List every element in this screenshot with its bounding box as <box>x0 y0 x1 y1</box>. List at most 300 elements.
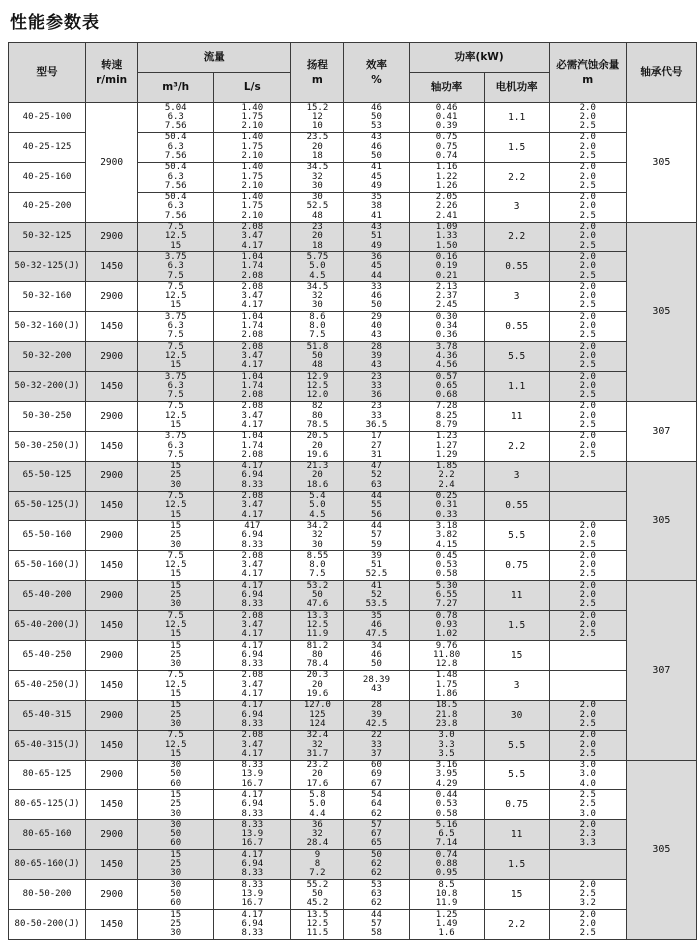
cell-line: 4.17 <box>241 360 264 371</box>
cell-line: 3.47 <box>241 679 264 690</box>
cell-line: 4.17 <box>241 420 264 430</box>
cell-line: 32.4 <box>306 730 329 741</box>
table-row <box>9 790 697 820</box>
cell-line: 50 <box>170 888 182 899</box>
cell-line: 2.0 <box>579 162 596 173</box>
cell-line: 0.16 <box>435 251 458 262</box>
cell-line: 52 <box>371 470 382 481</box>
flow-m3h-cell <box>138 312 214 342</box>
cell-line: 3.47 <box>241 291 264 302</box>
cell-line: 47 <box>371 461 382 472</box>
cell-line: 2.0 <box>579 171 596 182</box>
cell-line: 50.4 <box>164 192 187 203</box>
cell-line: 60 <box>170 898 182 909</box>
model-cell: 65-40-200(J) <box>9 611 86 641</box>
efficiency-cell <box>344 521 409 551</box>
npsh-cell <box>549 252 626 282</box>
cell-line: 59 <box>371 539 382 550</box>
cell-line: 2.0 <box>579 700 596 711</box>
cell-line: 25 <box>170 918 182 929</box>
flow-ls-cell <box>214 611 291 641</box>
cell-line: 2.5 <box>579 569 596 580</box>
cell-line: 69 <box>371 769 382 780</box>
cell-line: 1.49 <box>435 918 458 929</box>
table-row <box>9 551 697 581</box>
motor-power-cell: 1.5 <box>484 850 549 880</box>
cell-line: 3.2 <box>579 898 596 909</box>
cell-line: 12.5 <box>306 380 329 391</box>
cell-line: 1.04 <box>241 371 264 382</box>
cell-line: 12.5 <box>306 619 329 630</box>
shaft-power-cell <box>409 790 484 820</box>
cell-line: 8.33 <box>241 659 264 670</box>
cell-line: 67 <box>371 829 382 840</box>
flow-m3h-cell <box>138 581 214 611</box>
cell-line: 4.17 <box>241 300 264 311</box>
cell-line: 2.0 <box>579 281 596 292</box>
cell-line: 1.04 <box>241 251 264 262</box>
cell-line: 2.0 <box>579 401 596 412</box>
head-cell <box>291 342 344 372</box>
cell-line: 8.33 <box>241 599 264 610</box>
cell-line: 50.4 <box>164 132 187 143</box>
cell-line: 40 <box>371 321 382 332</box>
cell-line: 17 <box>371 431 382 442</box>
cell-line: 2.5 <box>579 799 596 810</box>
cell-line: 4.17 <box>241 580 264 591</box>
cell-line: 7.5 <box>309 569 326 580</box>
cell-line: 13.3 <box>306 610 329 621</box>
efficiency-cell <box>344 611 409 641</box>
head-cell <box>291 700 344 730</box>
speed-cell: 1450 <box>86 372 138 402</box>
cell-line: 0.33 <box>435 509 458 520</box>
flow-m3h-cell <box>138 222 214 252</box>
cell-line: 80 <box>311 410 323 421</box>
cell-line: 8.0 <box>309 321 326 332</box>
model-cell: 50-32-125(J) <box>9 252 86 282</box>
flow-ls-cell <box>214 730 291 760</box>
npsh-cell <box>549 850 626 880</box>
table-body <box>9 103 697 940</box>
cell-line: 15.2 <box>306 102 329 113</box>
header-flow-ls: L/s <box>214 73 291 103</box>
cell-line: 25 <box>170 530 182 541</box>
cell-line: 1.75 <box>241 201 264 212</box>
cell-line: 3.47 <box>241 619 264 630</box>
flow-m3h-cell <box>138 820 214 850</box>
cell-line: 20 <box>311 440 323 451</box>
flow-ls-cell <box>214 252 291 282</box>
cell-line: 42.5 <box>365 718 388 729</box>
shaft-power-cell <box>409 132 484 162</box>
cell-line: 2.5 <box>579 300 596 311</box>
cell-line: 3.3 <box>438 739 455 750</box>
cell-line: 7.5 <box>167 281 184 292</box>
flow-ls-cell <box>214 700 291 730</box>
npsh-cell <box>549 820 626 850</box>
cell-line: 7.5 <box>167 610 184 621</box>
cell-line: 2.0 <box>579 231 596 242</box>
head-cell <box>291 641 344 671</box>
head-cell <box>291 282 344 312</box>
cell-line: 20 <box>311 470 323 481</box>
shaft-power-cell <box>409 730 484 760</box>
cell-line: 15 <box>170 240 182 251</box>
cell-line: 34.5 <box>306 162 329 173</box>
model-cell: 65-40-250(J) <box>9 670 86 700</box>
speed-cell: 2900 <box>86 581 138 611</box>
cell-line: 2.0 <box>579 201 596 212</box>
cell-line: 44 <box>371 520 382 531</box>
table-row <box>9 282 697 312</box>
motor-power-cell: 5.5 <box>484 760 549 790</box>
table-row <box>9 820 697 850</box>
cell-line: 9 <box>314 849 321 860</box>
cell-line: 11.80 <box>433 649 461 660</box>
motor-power-cell: 1.1 <box>484 103 549 133</box>
cell-line: 50 <box>371 659 382 670</box>
shaft-power-cell <box>409 491 484 521</box>
cell-line: 3.75 <box>164 311 187 322</box>
cell-line: 2.5 <box>579 121 596 132</box>
cell-line: 54 <box>371 789 382 800</box>
header-speed-label: 转速 <box>101 59 123 72</box>
cell-line: 2.0 <box>579 730 596 741</box>
cell-line: 23 <box>311 222 323 233</box>
motor-power-cell: 0.55 <box>484 252 549 282</box>
cell-line: 32 <box>311 829 323 840</box>
cell-line: 5.4 <box>309 491 326 502</box>
cell-line: 7.5 <box>167 449 184 460</box>
cell-line: 2.08 <box>241 491 264 502</box>
shaft-power-cell <box>409 910 484 940</box>
cell-line: 1.74 <box>241 261 264 272</box>
speed-cell: 1450 <box>86 491 138 521</box>
cell-line: 43 <box>371 360 382 371</box>
cell-line: 2.0 <box>579 251 596 262</box>
cell-line: 58 <box>371 928 382 939</box>
efficiency-cell <box>344 850 409 880</box>
cell-line: 48 <box>311 360 323 371</box>
cell-line: 30 <box>170 868 182 879</box>
cell-line: 9.76 <box>435 640 458 651</box>
speed-cell: 1450 <box>86 551 138 581</box>
cell-line: 3.75 <box>164 371 187 382</box>
cell-line: 0.34 <box>435 321 458 332</box>
speed-cell: 2900 <box>86 700 138 730</box>
cell-line: 4.17 <box>241 748 264 759</box>
head-cell <box>291 790 344 820</box>
cell-line: 4.17 <box>241 640 264 651</box>
table-row <box>9 103 697 133</box>
cell-line: 2.5 <box>579 888 596 899</box>
shaft-power-cell <box>409 641 484 671</box>
cell-line: 0.44 <box>435 789 458 800</box>
cell-line: 1.04 <box>241 311 264 322</box>
model-cell: 80-65-125(J) <box>9 790 86 820</box>
cell-line: 7.5 <box>167 390 184 401</box>
flow-m3h-cell <box>138 880 214 910</box>
shaft-power-cell <box>409 820 484 850</box>
cell-line: 0.68 <box>435 390 458 401</box>
cell-line: 2.5 <box>579 360 596 371</box>
cell-line: 3.95 <box>435 769 458 780</box>
cell-line: 124 <box>309 718 326 729</box>
flow-ls-cell <box>214 222 291 252</box>
cell-line: 48 <box>311 210 323 221</box>
flow-m3h-cell <box>138 850 214 880</box>
cell-line: 0.19 <box>435 261 458 272</box>
model-cell: 65-50-160 <box>9 521 86 551</box>
efficiency-cell <box>344 670 409 700</box>
cell-line: 52.5 <box>365 569 388 580</box>
cell-line: 53 <box>371 121 382 132</box>
cell-line: 5.30 <box>435 580 458 591</box>
cell-line: 80 <box>311 649 323 660</box>
cell-line: 1.40 <box>241 102 264 113</box>
cell-line: 125 <box>309 709 326 720</box>
table-row <box>9 641 697 671</box>
model-cell: 50-32-125 <box>9 222 86 252</box>
efficiency-cell <box>344 581 409 611</box>
cell-line: 4.15 <box>435 539 458 550</box>
shaft-power-cell <box>409 312 484 342</box>
cell-line: 27 <box>371 440 382 451</box>
model-cell: 50-30-250(J) <box>9 431 86 461</box>
cell-line: 78.5 <box>306 420 329 430</box>
shaft-power-cell <box>409 401 484 431</box>
cell-line: 43 <box>371 684 382 695</box>
cell-line: 2.10 <box>241 121 264 132</box>
cell-line: 7.56 <box>164 210 187 221</box>
model-cell: 40-25-200 <box>9 192 86 222</box>
cell-line: 7.5 <box>309 330 326 341</box>
cell-line: 0.36 <box>435 330 458 341</box>
table-row <box>9 730 697 760</box>
cell-line: 15 <box>170 300 182 311</box>
speed-cell: 2900 <box>86 282 138 312</box>
cell-line: 2.2 <box>438 470 455 481</box>
cell-line: 44 <box>371 909 382 920</box>
cell-line: 52.5 <box>306 201 329 212</box>
cell-line: 12.5 <box>164 291 187 302</box>
cell-line: 53.2 <box>306 580 329 591</box>
cell-line: 8.33 <box>241 928 264 939</box>
speed-cell: 2900 <box>86 820 138 850</box>
head-cell <box>291 252 344 282</box>
npsh-cell <box>549 611 626 641</box>
npsh-cell <box>549 282 626 312</box>
cell-line: 3.16 <box>435 760 458 771</box>
npsh-cell <box>549 431 626 461</box>
npsh-cell <box>549 700 626 730</box>
cell-line: 8.33 <box>241 879 264 890</box>
cell-line: 50 <box>170 829 182 840</box>
table-row <box>9 461 697 491</box>
cell-line: 2.08 <box>241 270 264 281</box>
cell-line: 2.5 <box>579 449 596 460</box>
cell-line: 39 <box>371 350 382 361</box>
cell-line: 50 <box>371 849 382 860</box>
model-cell: 50-32-160 <box>9 282 86 312</box>
speed-cell: 1450 <box>86 910 138 940</box>
efficiency-cell <box>344 342 409 372</box>
cell-line: 0.53 <box>435 560 458 571</box>
shaft-power-cell <box>409 342 484 372</box>
header-motor-power: 电机功率 <box>484 73 549 103</box>
model-cell: 50-32-200 <box>9 342 86 372</box>
speed-cell: 2900 <box>86 103 138 223</box>
flow-m3h-cell <box>138 521 214 551</box>
cell-line: 1.27 <box>435 440 458 451</box>
speed-cell: 2900 <box>86 401 138 431</box>
cell-line: 8.55 <box>306 550 329 561</box>
cell-line: 15 <box>170 520 182 531</box>
cell-line: 30 <box>170 718 182 729</box>
cell-line: 25 <box>170 709 182 720</box>
flow-ls-cell <box>214 312 291 342</box>
cell-line: 4.17 <box>241 789 264 800</box>
cell-line: 1.04 <box>241 431 264 442</box>
cell-line: 2.3 <box>579 829 596 840</box>
cell-line: 2.0 <box>579 550 596 561</box>
cell-line: 41 <box>371 162 382 173</box>
cell-line: 1.75 <box>241 111 264 122</box>
cell-line: 2.10 <box>241 210 264 221</box>
cell-line: 1.16 <box>435 162 458 173</box>
motor-power-cell: 1.1 <box>484 372 549 402</box>
head-cell <box>291 611 344 641</box>
cell-line: 60 <box>371 760 382 771</box>
cell-line: 6.3 <box>167 440 184 451</box>
cell-line: 57 <box>371 530 382 541</box>
cell-line: 33 <box>371 281 382 292</box>
cell-line: 36.5 <box>365 420 388 430</box>
cell-line: 11.9 <box>306 629 329 640</box>
cell-line: 81.2 <box>306 640 329 651</box>
cell-line: 2.0 <box>579 321 596 332</box>
cell-line: 20 <box>311 769 323 780</box>
efficiency-cell <box>344 790 409 820</box>
speed-cell: 2900 <box>86 342 138 372</box>
cell-line: 1.74 <box>241 440 264 451</box>
shaft-power-cell <box>409 222 484 252</box>
cell-line: 7.56 <box>164 121 187 132</box>
model-cell: 65-50-125 <box>9 461 86 491</box>
efficiency-cell <box>344 700 409 730</box>
model-cell: 80-50-200(J) <box>9 910 86 940</box>
cell-line: 32 <box>311 291 323 302</box>
cell-line: 25 <box>170 859 182 870</box>
cell-line: 21.3 <box>306 461 329 472</box>
cell-line: 2.5 <box>579 330 596 341</box>
head-cell <box>291 222 344 252</box>
npsh-cell <box>549 491 626 521</box>
head-cell <box>291 372 344 402</box>
cell-line: 2.5 <box>579 599 596 610</box>
table-row <box>9 700 697 730</box>
cell-line: 3.0 <box>579 769 596 780</box>
efficiency-cell <box>344 910 409 940</box>
cell-line: 2.08 <box>241 222 264 233</box>
cell-line: 3.75 <box>164 251 187 262</box>
cell-line: 4.56 <box>435 360 458 371</box>
cell-line: 3.47 <box>241 739 264 750</box>
cell-line: 2.08 <box>241 610 264 621</box>
head-cell <box>291 581 344 611</box>
cell-line: 2.0 <box>579 520 596 531</box>
header-power: 功率(kW) <box>409 43 549 73</box>
cell-line: 15 <box>170 748 182 759</box>
cell-line: 51.8 <box>306 341 329 352</box>
cell-line: 2.05 <box>435 192 458 203</box>
cell-line: 18 <box>311 150 323 161</box>
cell-line: 64 <box>371 799 382 810</box>
motor-power-cell: 15 <box>484 880 549 910</box>
cell-line: 1.85 <box>435 461 458 472</box>
header-head <box>291 43 344 103</box>
cell-line: 43 <box>371 132 382 143</box>
cell-line: 6.3 <box>167 111 184 122</box>
cell-line: 8.33 <box>241 479 264 490</box>
cell-line: 30 <box>170 760 182 771</box>
model-cell: 80-65-125 <box>9 760 86 790</box>
header-flow: 流量 <box>138 43 291 73</box>
flow-ls-cell <box>214 521 291 551</box>
efficiency-cell <box>344 760 409 790</box>
cell-line: 7.14 <box>435 838 458 849</box>
cell-line: 30 <box>311 192 323 203</box>
cell-line: 29 <box>371 311 382 322</box>
cell-line: 4.17 <box>241 689 264 700</box>
cell-line: 25 <box>170 649 182 660</box>
efficiency-cell <box>344 372 409 402</box>
shaft-power-cell <box>409 521 484 551</box>
flow-m3h-cell <box>138 910 214 940</box>
npsh-cell <box>549 760 626 790</box>
speed-cell: 2900 <box>86 641 138 671</box>
model-cell: 65-50-125(J) <box>9 491 86 521</box>
motor-power-cell: 11 <box>484 581 549 611</box>
cell-line: 2.0 <box>579 879 596 890</box>
flow-m3h-cell <box>138 431 214 461</box>
cell-line: 2.08 <box>241 330 264 341</box>
cell-line: 6.94 <box>241 709 264 720</box>
head-cell <box>291 670 344 700</box>
header-shaft-power: 轴功率 <box>409 73 484 103</box>
cell-line: 0.93 <box>435 619 458 630</box>
cell-line: 44 <box>371 491 382 502</box>
cell-line: 2.0 <box>579 431 596 442</box>
cell-line: 32 <box>311 739 323 750</box>
motor-power-cell: 5.5 <box>484 342 549 372</box>
efficiency-cell <box>344 103 409 133</box>
table-row <box>9 760 697 790</box>
cell-line: 1.74 <box>241 380 264 391</box>
cell-line: 30 <box>311 539 323 550</box>
cell-line: 30 <box>170 808 182 819</box>
cell-line: 2.0 <box>579 380 596 391</box>
cell-line: 62 <box>371 859 382 870</box>
cell-line: 62 <box>371 898 382 909</box>
cell-line: 30 <box>170 479 182 490</box>
cell-line: 15 <box>170 700 182 711</box>
cell-line: 22 <box>371 730 382 741</box>
cell-line: 49 <box>371 240 382 251</box>
shaft-power-cell <box>409 192 484 222</box>
cell-line: 7.5 <box>167 222 184 233</box>
